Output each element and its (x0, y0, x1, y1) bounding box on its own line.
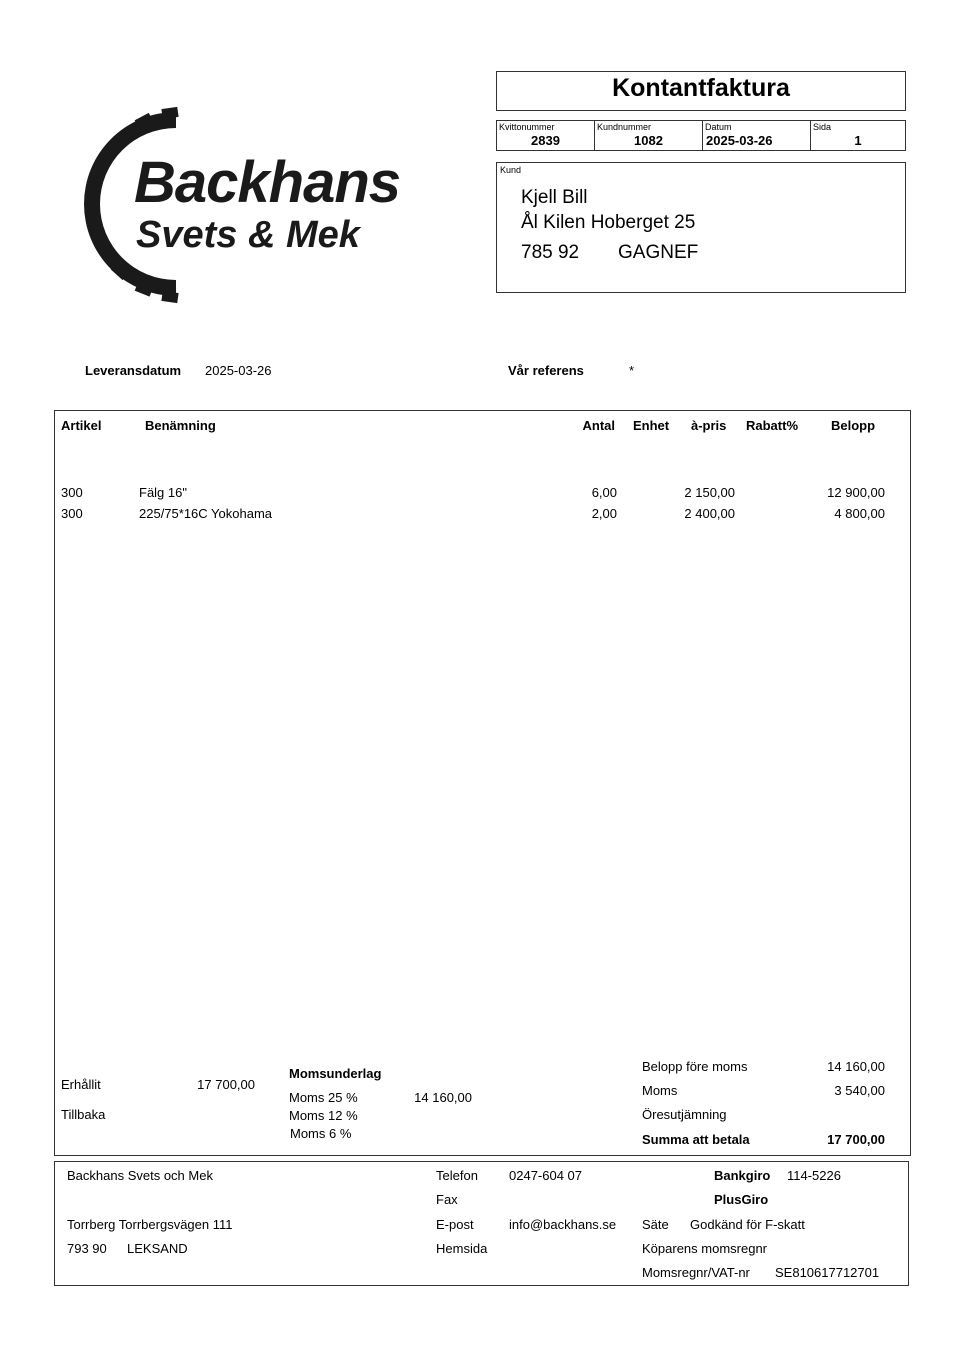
row-description: 225/75*16C Yokohama (139, 506, 273, 521)
vat-25-value: 14 160,00 (414, 1090, 472, 1105)
footer-postcode: 793 90 (67, 1241, 107, 1256)
vat-no-label: Momsregnr/VAT-nr (642, 1265, 750, 1280)
web-label: Hemsida (436, 1241, 488, 1256)
footer-box (54, 1161, 909, 1286)
header-amount: Belopp (831, 418, 876, 433)
header-discount: Rabatt% (746, 418, 799, 433)
vat-basis-title: Momsunderlag (289, 1066, 382, 1081)
received-label: Erhållit (61, 1077, 101, 1092)
change-label: Tillbaka (61, 1107, 106, 1122)
delivery-value: 2025-03-26 (205, 363, 272, 378)
customer-name: Kjell Bill (521, 187, 588, 208)
meta-box (496, 120, 906, 151)
email-value: info@backhans.se (509, 1217, 617, 1232)
total-label: Summa att betala (642, 1132, 750, 1147)
plusgiro-label: PlusGiro (714, 1192, 769, 1207)
seat-label: Säte (642, 1217, 669, 1232)
doc-title: Kontantfaktura (612, 74, 790, 102)
meta-customer-no: Kundnummer 1082 (595, 121, 703, 150)
customer-address: Ål Kilen Hoberget 25 (521, 212, 696, 233)
before-vat-value: 14 160,00 (827, 1059, 885, 1074)
rounding-label: Öresutjämning (642, 1107, 727, 1122)
total-value: 17 700,00 (827, 1132, 885, 1147)
customer-postcode: 785 92 (521, 242, 580, 263)
email-label: E-post (436, 1217, 474, 1232)
row-amount: 12 900,00 (827, 485, 885, 500)
vat-label: Moms (642, 1083, 678, 1098)
reference-value: * (629, 363, 635, 378)
header-price: à-pris (691, 418, 727, 433)
delivery-label: Leveransdatum (85, 363, 182, 378)
meta-date: Datum 2025-03-26 (703, 121, 811, 150)
header-article: Artikel (61, 418, 102, 433)
row-qty: 6,00 (591, 485, 617, 500)
row-article: 300 (61, 485, 83, 500)
vat-6-label: Moms 6 % (290, 1126, 352, 1141)
header-description: Benämning (145, 418, 216, 433)
header-unit: Enhet (633, 418, 670, 433)
reference-label: Vår referens (508, 363, 584, 378)
row-price: 2 400,00 (684, 506, 735, 521)
row-price: 2 150,00 (684, 485, 735, 500)
phone-value: 0247-604 07 (509, 1168, 583, 1183)
items-box (54, 410, 911, 1156)
row-amount: 4 800,00 (834, 506, 885, 521)
customer-label: Kund (500, 165, 522, 175)
meta-receipt-no: Kvittonummer 2839 (497, 121, 595, 150)
customer-city: GAGNEF (618, 242, 699, 263)
bankgiro-label: Bankgiro (714, 1168, 771, 1183)
footer-city: LEKSAND (127, 1241, 188, 1256)
received-value: 17 700,00 (197, 1077, 255, 1092)
row-qty: 2,00 (591, 506, 617, 521)
table-row (55, 485, 910, 505)
buyer-vat-label: Köparens momsregnr (642, 1241, 767, 1256)
vat-25-label: Moms 25 % (289, 1090, 358, 1105)
meta-page: Sida 1 (813, 122, 862, 148)
vat-no-value: SE810617712701 (775, 1265, 880, 1280)
bankgiro-value: 114-5226 (787, 1168, 841, 1183)
row-article: 300 (61, 506, 83, 521)
footer-company: Backhans Svets och Mek (67, 1168, 213, 1183)
vat-12-label: Moms 12 % (289, 1108, 358, 1123)
footer-street: Torrberg Torrbergsvägen 111 (67, 1217, 233, 1232)
fax-label: Fax (436, 1192, 458, 1207)
doc-title-box (496, 71, 906, 111)
before-vat-label: Belopp före moms (642, 1059, 748, 1074)
table-row (55, 506, 910, 526)
row-description: Fälg 16" (139, 485, 187, 500)
phone-label: Telefon (436, 1168, 478, 1183)
vat-value: 3 540,00 (834, 1083, 885, 1098)
header-qty: Antal (582, 418, 615, 433)
customer-box (496, 162, 906, 293)
company-logo (76, 104, 426, 304)
logo-line2: Svets & Mek (136, 214, 360, 256)
logo-line1: Backhans (134, 150, 401, 215)
seat-value: Godkänd för F-skatt (690, 1217, 805, 1232)
